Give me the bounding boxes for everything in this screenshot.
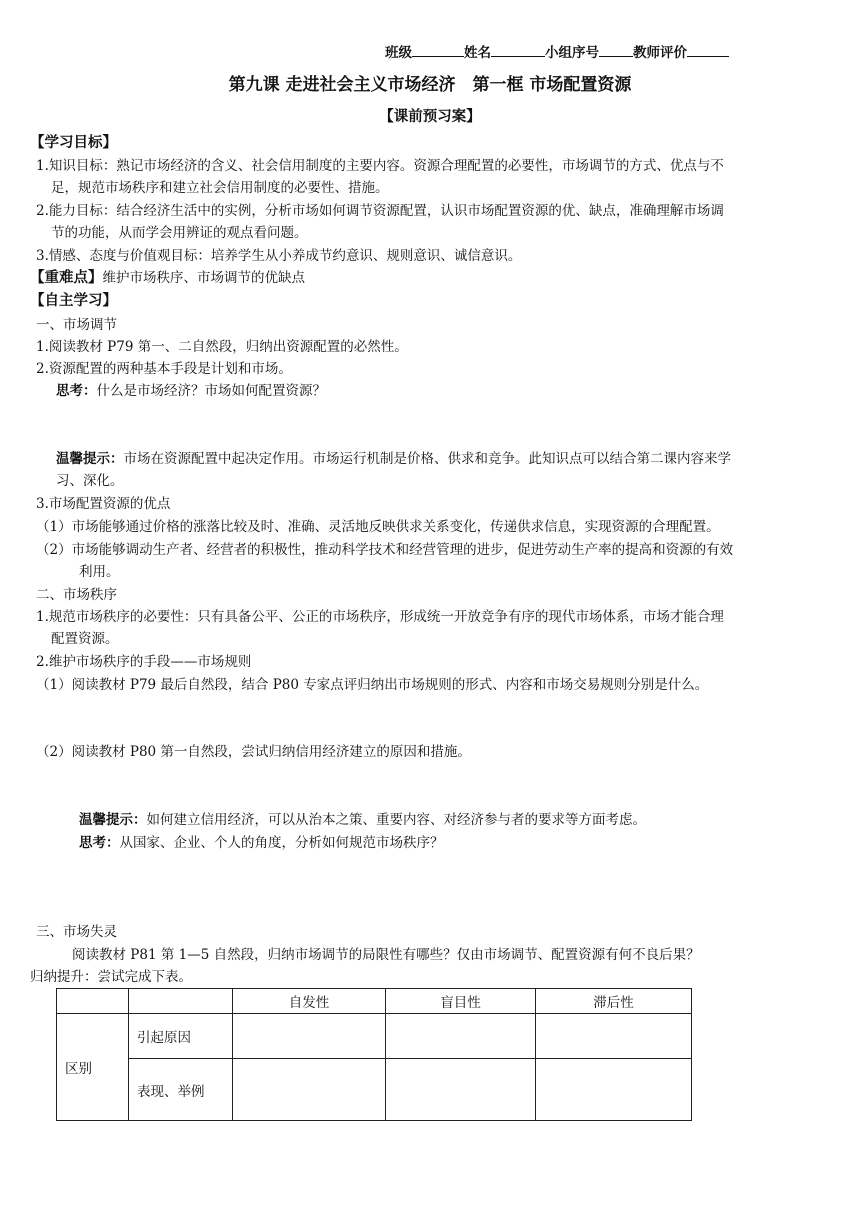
row-label-cause: 引起原因: [129, 1014, 233, 1059]
answer-cell[interactable]: [536, 1014, 692, 1059]
part1-think: [56, 380, 326, 402]
tip-text: 市场在资源配置中起决定作用。市场运行机制是价格、供求和竞争。此知识点可以结合第二课内容来学: [123, 451, 731, 467]
think-text: 从国家、企业、个人的角度，分析如何规范市场秩序？: [119, 835, 444, 851]
row-label-examples: 表现、举例: [129, 1059, 233, 1121]
row-group-label: 区别: [57, 1014, 129, 1121]
key-points: [30, 267, 305, 289]
table-corner-cell: [129, 989, 233, 1014]
name-label: 姓名: [464, 45, 491, 61]
part1-tip-cont: 习、深化。: [56, 473, 124, 489]
think-label: 思考：: [56, 383, 97, 399]
table-corner-cell: [57, 989, 129, 1014]
part1-item2: 2.资源配置的两种基本手段是计划和市场。: [36, 361, 292, 377]
page-subtitle: 【课前预习案】: [379, 108, 481, 125]
self-study-heading: 【自主学习】: [30, 292, 117, 309]
objective-values: 3.情感、态度与价值观目标：培养学生从小养成节约意识、规则意识、诚信意识。: [36, 248, 522, 264]
objective-ability: 2.能力目标：结合经济生活中的实例，分析市场如何调节资源配置，认识市场配置资源的优、缺点，准确理解市场调: [36, 203, 724, 219]
part2-question2: （2）阅读教材 P80 第一自然段，尝试归纳信用经济建立的原因和措施。: [36, 744, 471, 760]
tip-text: 如何建立信用经济，可以从治本之策、重要内容、对经济参与者的要求等方面考虑。: [146, 812, 646, 828]
teacher-blank[interactable]: [687, 42, 729, 57]
class-blank[interactable]: [412, 42, 464, 57]
part2-think: [79, 832, 444, 854]
answer-cell[interactable]: [233, 1014, 386, 1059]
part1-tip: [56, 448, 731, 470]
key-points-label: 【重难点】: [30, 269, 103, 286]
student-info-header: [385, 42, 729, 64]
col-header-blindness: 盲目性: [386, 989, 536, 1014]
objective-ability-cont: 节的功能，从而学会用辨证的观点看问题。: [51, 225, 308, 241]
page-title: 第九课 走进社会主义市场经济 第一框 市场配置资源: [228, 75, 632, 95]
part2-item1-cont: 配置资源。: [51, 631, 119, 647]
think-label: 思考：: [79, 835, 120, 851]
market-failure-table: [56, 988, 692, 1121]
tip-label: 温馨提示：: [79, 812, 147, 828]
part2-question1: （1）阅读教材 P79 最后自然段，结合 P80 专家点评归纳出市场规则的形式、内容和市场交易规则分别是什么。: [36, 677, 709, 693]
part1-item1: 1.阅读教材 P79 第一、二自然段，归纳出资源配置的必然性。: [36, 339, 408, 355]
answer-cell[interactable]: [386, 1014, 536, 1059]
table-row: [57, 1059, 692, 1121]
part2-item1: 1.规范市场秩序的必要性：只有具备公平、公正的市场秩序，形成统一开放竞争有序的现代市场体系，市场才能合理: [36, 609, 724, 625]
answer-cell[interactable]: [233, 1059, 386, 1121]
objective-knowledge-cont: 足，规范市场秩序和建立社会信用制度的必要性、措施。: [51, 180, 389, 196]
part3-title: 三、市场失灵: [36, 924, 117, 940]
group-label: 小组序号: [545, 45, 599, 61]
part3-reading: 阅读教材 P81 第 1—5 自然段，归纳市场调节的局限性有哪些？仅由市场调节、配置资源有何不良后果？: [72, 947, 700, 963]
part2-tip: [79, 809, 646, 831]
answer-cell[interactable]: [536, 1059, 692, 1121]
table-row: [57, 1014, 692, 1059]
part2-title: 二、市场秩序: [36, 587, 117, 603]
advantage-2: （2）市场能够调动生产者、经营者的积极性，推动科学技术和经营管理的进步，促进劳动生产率的提高和资源的有效: [36, 542, 734, 558]
advantage-2-cont: 利用。: [79, 564, 120, 580]
answer-cell[interactable]: [386, 1059, 536, 1121]
key-points-text: 维护市场秩序、市场调节的优缺点: [102, 270, 305, 286]
part1-title: 一、市场调节: [36, 317, 117, 333]
col-header-spontaneity: 自发性: [233, 989, 386, 1014]
group-blank[interactable]: [599, 42, 633, 57]
col-header-lag: 滞后性: [536, 989, 692, 1014]
table-header-row: [57, 989, 692, 1014]
tip-label: 温馨提示：: [56, 451, 124, 467]
name-blank[interactable]: [491, 42, 545, 57]
objectives-heading: 【学习目标】: [30, 134, 117, 151]
teacher-label: 教师评价: [633, 45, 687, 61]
think-text: 什么是市场经济？市场如何配置资源？: [96, 383, 326, 399]
advantage-1: （1）市场能够通过价格的涨落比较及时、准确、灵活地反映供求关系变化，传递供求信息，实现资源的合理配置。: [36, 519, 720, 535]
class-label: 班级: [385, 45, 412, 61]
part2-item2: 2.维护市场秩序的手段——市场规则: [36, 654, 252, 670]
part1-item3: 3.市场配置资源的优点: [36, 496, 171, 512]
part3-summary: 归纳提升：尝试完成下表。: [30, 969, 192, 985]
objective-knowledge: 1.知识目标：熟记市场经济的含义、社会信用制度的主要内容。资源合理配置的必要性，市场调节的方式、优点与不: [36, 158, 724, 174]
